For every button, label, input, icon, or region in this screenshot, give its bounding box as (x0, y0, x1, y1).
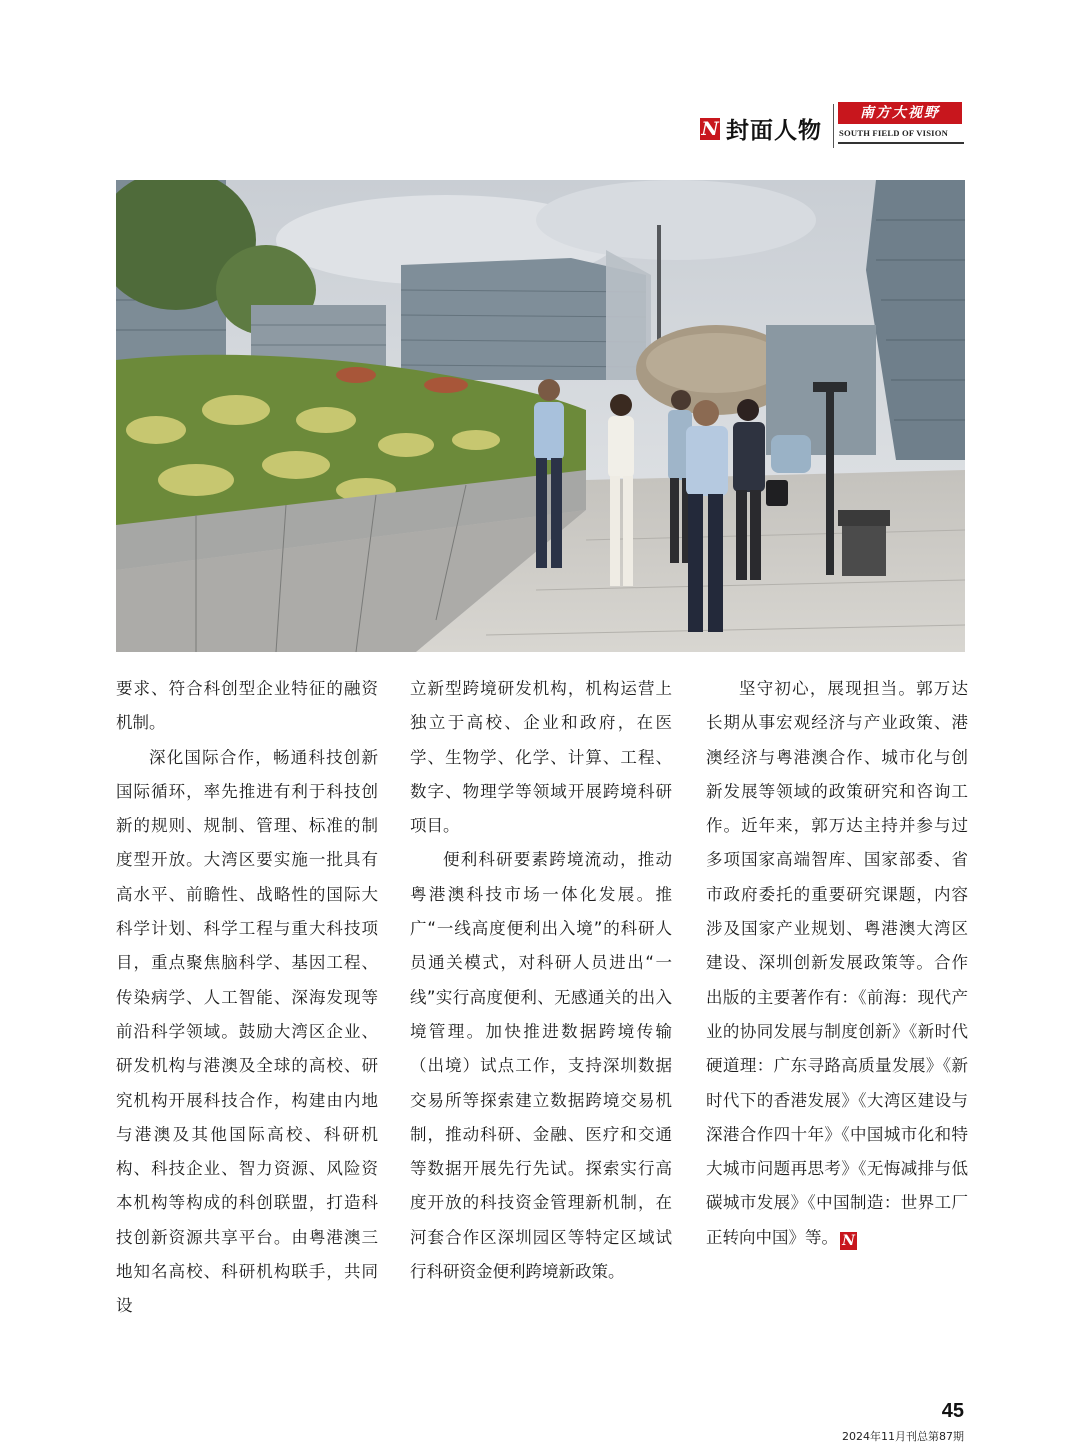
text-column-2 (410, 672, 672, 1289)
header-divider (833, 104, 834, 148)
paragraph: 立新型跨境研发机构，机构运营上独立于高校、企业和政府，在医学、生物学、化学、计算、工程、数字、物理学等领域开展跨境科研项目。 (410, 679, 672, 836)
paragraph: 深化国际合作，畅通科技创新国际循环，率先推进有利于科技创新的规则、规制、管理、标准的制度型开放。大湾区要实施一批具有高水平、前瞻性、战略性的国际大科学计划、科学工程与重大科技项目，重点聚焦脑科学、基因工程、传染病学、人工智能、深海发现等前沿科学领域。鼓励大湾区企业、研发机构与港澳及全球的高校、研究机构开展科技合作，构建由内地与港澳及其他国际高校、科研机构、科技企业、智力资源、风险资本机构等构成的科创联盟，打造科技创新资源共享平台。由粤港澳三地知名高校、科研机构联手，共同设 (116, 747, 378, 1316)
issue-info: 2024年11月刊总第87期 (842, 1430, 964, 1443)
text-column-3 (706, 672, 968, 1255)
article-end-mark: N (840, 1232, 857, 1250)
paragraph-with-end-mark (706, 672, 968, 1255)
page-number: 45 (941, 1400, 964, 1422)
text-column-1 (116, 672, 378, 1324)
paragraph: 便利科研要素跨境流动，推动粤港澳科技市场一体化发展。推广“一线高度便利出入境”的科研人员通关模式，对科研人员进出“一线”实行高度便利、无感通关的出入境管理。加快推进数据跨境传输（出境）试点工作，支持深圳数据交易所等探索建立数据跨境交易机制，推动科研、金融、医疗和交通等数据开展先行先试。探索实行高度开放的科技资金管理新机制，在河套合作区深圳园区等特定区域试行科研资金便利跨境新政策。 (410, 850, 672, 1282)
magazine-logo-mark: N (701, 118, 719, 140)
brand-name-en: SOUTH FIELD OF VISION (839, 128, 949, 138)
column-header (696, 96, 966, 150)
column-title: 封面人物 (726, 118, 822, 144)
paragraph: 坚守初心，展现担当。郭万达长期从事宏观经济与产业政策、港澳经济与粤港澳合作、城市化与创新发展等领域的政策研究和咨询工作。近年来，郭万达主持并参与过多项国家高端智库、国家部委、省市政府委托的重要研究课题，内容涉及国家产业规划、粤港澳大湾区建设、深圳创新发展政策等。合作出版的主要著作有：《前海：现代产业的协同发展与制度创新》《新时代硬道理：广东寻路高质量发展》《新时代下的香港发展》《大湾区建设与深港合作四十年》《中国城市化和特大城市问题再思考》《无悔减排与低碳城市发展》《中国制造：世界工厂正转向中国》等。 (706, 679, 968, 1247)
brand-name-cn: 南方大视野 (838, 102, 962, 124)
header-rule (838, 142, 964, 144)
article-photo (116, 180, 965, 652)
paragraph: 要求、符合科创型企业特征的融资机制。 (116, 679, 378, 733)
street-photo-icon (116, 180, 965, 652)
